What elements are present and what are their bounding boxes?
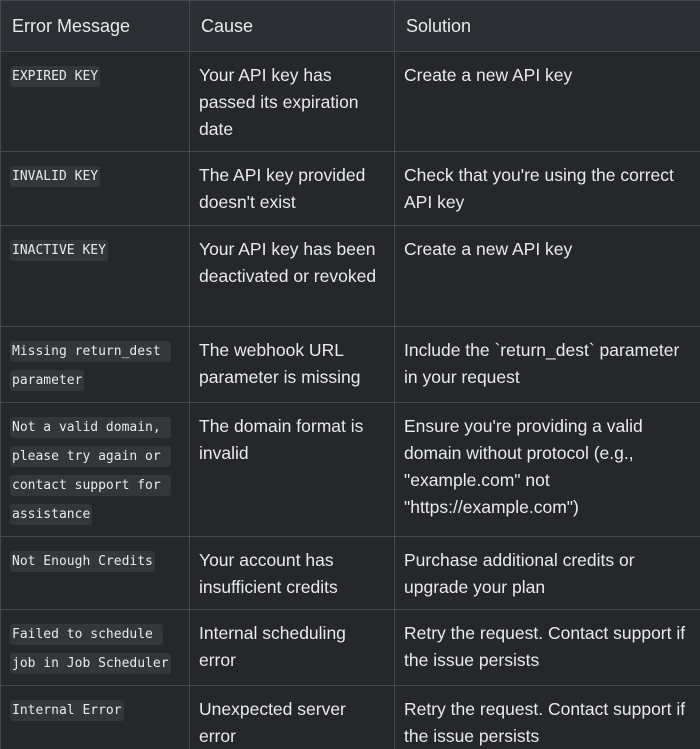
solution-cell: Retry the request. Contact support if the issue persists [395, 686, 700, 749]
cause-cell: Your API key has been deactivated or revoked [190, 226, 395, 327]
error-code: Failed to schedule job in Job Scheduler [10, 624, 171, 674]
header-solution: Solution [395, 1, 700, 52]
solution-cell: Ensure you're providing a valid domain without protocol (e.g., "example.com" not "https://example.com") [395, 403, 700, 537]
solution-cell: Retry the request. Contact support if the issue persists [395, 610, 700, 686]
solution-cell: Check that you're using the correct API key [395, 152, 700, 226]
table-row [1, 327, 700, 403]
solution-cell: Include the `return_dest` parameter in your request [395, 327, 700, 403]
cause-cell: The API key provided doesn't exist [190, 152, 395, 226]
header-row [1, 1, 700, 52]
solution-cell: Create a new API key [395, 226, 700, 327]
table-body [1, 52, 700, 749]
error-cell [1, 327, 190, 403]
table-row [1, 52, 700, 152]
table-row [1, 226, 700, 327]
error-cell [1, 403, 190, 537]
cause-cell: Your API key has passed its expiration date [190, 52, 395, 152]
table-row [1, 152, 700, 226]
error-code: Missing return_dest parameter [10, 341, 171, 391]
table-row [1, 610, 700, 686]
table-header [1, 1, 700, 52]
error-code: INVALID KEY [10, 166, 100, 187]
cause-cell: Internal scheduling error [190, 610, 395, 686]
header-error-message: Error Message [1, 1, 190, 52]
error-code: Not Enough Credits [10, 551, 155, 572]
table-row [1, 537, 700, 610]
error-cell [1, 152, 190, 226]
cause-cell: The domain format is invalid [190, 403, 395, 537]
error-cell [1, 686, 190, 749]
error-cell [1, 226, 190, 327]
table-row [1, 403, 700, 537]
error-cell [1, 537, 190, 610]
error-cell [1, 52, 190, 152]
error-code: Internal Error [10, 700, 124, 721]
error-code: EXPIRED KEY [10, 66, 100, 87]
cause-cell: The webhook URL parameter is missing [190, 327, 395, 403]
error-code: INACTIVE KEY [10, 240, 108, 261]
solution-cell: Purchase additional credits or upgrade your plan [395, 537, 700, 610]
error-code: Not a valid domain, please try again or contact support for assistance [10, 417, 171, 525]
table-row [1, 686, 700, 749]
solution-cell: Create a new API key [395, 52, 700, 152]
header-cause: Cause [190, 1, 395, 52]
cause-cell: Your account has insufficient credits [190, 537, 395, 610]
cause-cell: Unexpected server error [190, 686, 395, 749]
error-cell [1, 610, 190, 686]
